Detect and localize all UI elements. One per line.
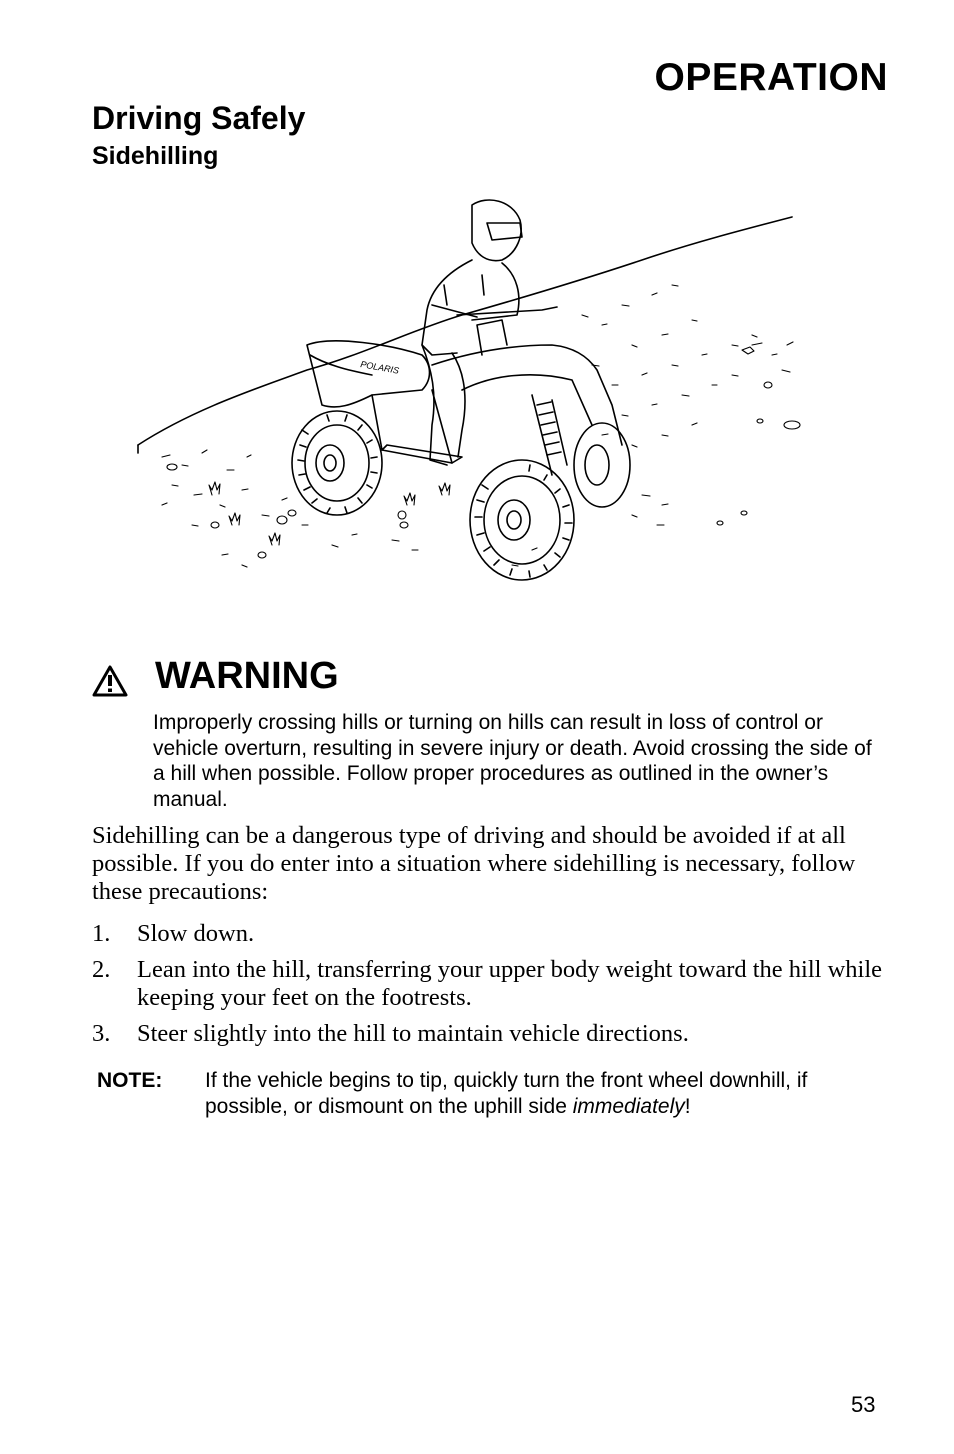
warning-title: WARNING (155, 655, 339, 697)
helmet (472, 200, 521, 261)
rear-wheel (292, 411, 382, 515)
svg-text:POLARIS: POLARIS (359, 359, 400, 376)
page-heading: Driving Safely (92, 100, 306, 136)
intro-paragraph: Sidehilling can be a dangerous type of driving and should be avoided if at all possible. If you do enter into a situation where sidehilling is necessary, follow these precautions: (92, 822, 856, 905)
atv-sidehilling-illustration (132, 195, 802, 590)
note-text (205, 1068, 825, 1119)
warning-triangle-icon (92, 665, 128, 697)
list-item-text: Lean into the hill, transferring your upper body weight toward the hill while keeping your feet on the footrests. (137, 956, 883, 1011)
rider (422, 200, 522, 465)
list-item (92, 920, 897, 948)
goggles (487, 223, 522, 240)
list-item-text: Slow down. (137, 920, 255, 947)
note-suffix: ! (684, 1094, 691, 1118)
list-item (92, 1020, 897, 1048)
terrain-marks (162, 285, 800, 567)
far-front-wheel (574, 423, 630, 507)
list-item-text: Steer slightly into the hill to maintain vehicle directions. (137, 1020, 689, 1047)
note-label: NOTE: (97, 1069, 163, 1092)
list-item-number: 2. (92, 956, 111, 983)
note-body: If the vehicle begins to tip, quickly turn the front wheel downhill, if possible, or dismount on the uphill side (205, 1069, 808, 1118)
list-item-number: 1. (92, 920, 111, 947)
note-emphasis: immediately (572, 1094, 685, 1118)
page-subheading: Sidehilling (92, 142, 219, 170)
list-item-number: 3. (92, 1020, 111, 1047)
section-title: OPERATION (654, 56, 888, 99)
page-number: 53 (851, 1392, 876, 1417)
list-item (92, 956, 897, 1012)
warning-text: Improperly crossing hills or turning on hills can result in loss of control or vehicle overturn, resulting in severe injury or death. Avoid crossing the side of a hill when possible. Follow proper procedures as outlined in the owner’s manual. (153, 711, 872, 811)
front-wheel (470, 460, 574, 580)
precautions-list (92, 920, 897, 1056)
